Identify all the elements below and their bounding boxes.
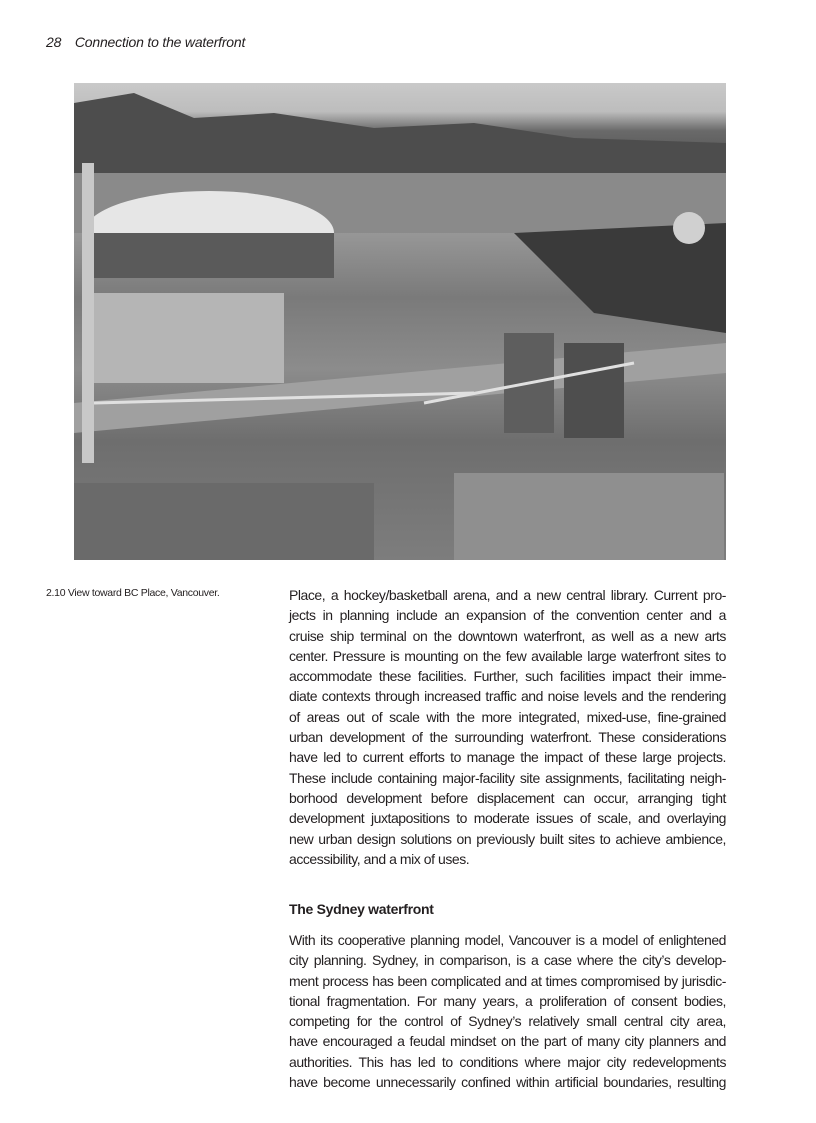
text-line: city planning. Sydney, in comparison, is a case where the city’s develop-	[289, 952, 726, 969]
text-line: accommodate these facilities. Further, such facilities impact their imme-	[289, 668, 726, 685]
figure-caption: 2.10 View toward BC Place, Vancouver.	[46, 587, 220, 599]
text-line: Place, a hockey/basketball arena, and a new central library. Current pro-	[289, 587, 726, 603]
text-line: have led to current efforts to manage the impact of these large projects.	[289, 749, 726, 766]
text-line: competing for the control of Sydney’s relatively small central city area,	[289, 1013, 726, 1030]
text-line: have encouraged a feudal mindset on the part of many city planners and	[289, 1033, 726, 1050]
text-line: tional fragmentation. For many years, a proliferation of consent bodies,	[289, 992, 726, 1009]
text-line: With its cooperative planning model, Vancouver is a model of enlightened	[289, 932, 726, 948]
text-line: authorities. This has led to conditions where major city redevelopments	[289, 1053, 726, 1070]
running-title: Connection to the waterfront	[74, 34, 246, 50]
text-line: borhood development before displacement can occur, arranging tight	[289, 789, 726, 806]
section-heading: The Sydney waterfront	[289, 901, 434, 917]
text-line: new urban design solutions on previously built sites to achieve ambience,	[289, 830, 726, 847]
text-line: jects in planning include an expansion of the convention center and a	[289, 607, 726, 624]
photo-illustration	[74, 83, 726, 560]
text-line: ment process has been complicated and at times compromised by jurisdic-	[289, 972, 726, 989]
text-line: cruise ship terminal on the downtown waterfront, as well as a new arts	[289, 627, 726, 644]
text-line: have become unnecessarily confined within artificial boundaries, resulting	[289, 1074, 726, 1091]
text-line: These include containing major-facility site assignments, facilitating neigh-	[289, 769, 726, 786]
body-text-section2	[289, 930, 726, 1092]
text-line: accessibility, and a mix of uses.	[289, 850, 470, 867]
body-text-section1	[289, 585, 726, 869]
text-line: diate contexts through increased traffic and noise levels and the rendering	[289, 688, 726, 705]
text-line: urban development of the surrounding waterfront. These considerations	[289, 729, 726, 746]
text-line: center. Pressure is mounting on the few available large waterfront sites to	[289, 647, 726, 664]
text-line: of areas out of scale with the more integrated, mixed-use, fine-grained	[289, 708, 726, 725]
page-number: 28	[46, 34, 62, 50]
figure-photo	[74, 83, 726, 560]
text-line: development juxtapositions to moderate issues of scale, and overlaying	[289, 810, 726, 827]
running-head	[46, 34, 245, 50]
